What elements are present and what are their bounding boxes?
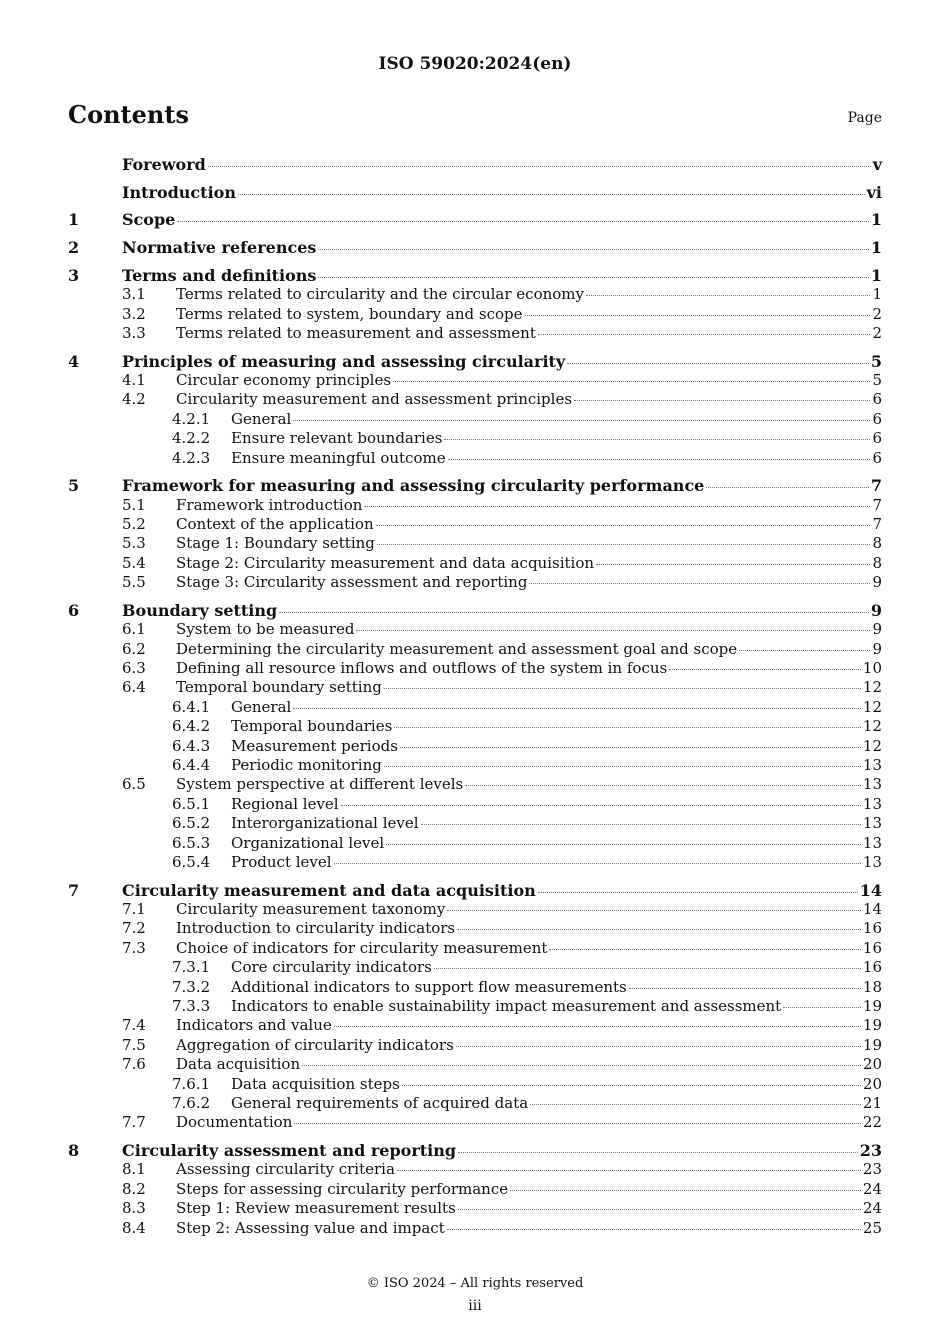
toc-entry-page[interactable]: 23 <box>859 1141 882 1161</box>
toc-entry-page[interactable]: 1 <box>870 238 882 258</box>
toc-entry-title[interactable]: Introduction <box>122 182 236 202</box>
dot-leader <box>238 193 865 195</box>
toc-entry-title[interactable]: Circular economy principles <box>176 371 392 389</box>
dot-leader <box>567 362 869 364</box>
toc-entry[interactable] <box>68 1141 882 1160</box>
toc-entry[interactable] <box>68 834 882 853</box>
dot-leader <box>356 629 870 631</box>
dot-leader <box>294 1122 861 1124</box>
dot-leader <box>538 333 871 335</box>
toc-entry-title[interactable]: General <box>231 409 292 428</box>
toc-entry[interactable] <box>68 410 882 429</box>
toc-entry[interactable] <box>68 698 882 717</box>
toc-entry-title[interactable]: Core circularity indicators <box>231 958 432 977</box>
dot-leader <box>549 948 860 950</box>
toc-entry[interactable] <box>68 737 882 756</box>
toc-entry-page[interactable]: 7 <box>872 515 882 534</box>
toc-entry-number: 6.4.2 <box>172 717 211 736</box>
toc-entry-title[interactable]: Foreword <box>122 155 206 174</box>
toc-entry[interactable] <box>68 756 882 775</box>
toc-entry-number: 8.1 <box>122 1160 146 1179</box>
toc-entry-page[interactable]: 8 <box>872 553 882 572</box>
dot-leader <box>384 687 861 689</box>
toc-entry-number: 6.3 <box>122 659 146 678</box>
toc-entry[interactable] <box>68 496 882 515</box>
toc-entry-number: 7.3.1 <box>172 958 211 977</box>
toc-entry-page[interactable]: 12 <box>862 697 882 716</box>
toc-entry-page[interactable]: 13 <box>862 775 882 794</box>
toc-entry-title[interactable]: Temporal boundary setting <box>176 678 382 697</box>
dot-leader <box>447 909 861 911</box>
toc-entry-number: 6.2 <box>122 639 146 658</box>
toc-entry-number: 6.4.4 <box>172 756 211 775</box>
toc-entry-number: 5.4 <box>122 553 146 572</box>
toc-entry-number: 5.2 <box>122 515 146 534</box>
toc-entry[interactable] <box>68 238 882 257</box>
dot-leader <box>465 784 861 786</box>
toc-entry-number: 5.1 <box>122 495 146 514</box>
toc-entry-title[interactable]: System perspective at different levels <box>176 775 464 794</box>
contents-title: Contents <box>68 100 189 129</box>
dot-leader <box>596 563 870 565</box>
dot-leader <box>377 543 871 545</box>
toc-entry-title[interactable]: Periodic monitoring <box>231 756 382 775</box>
toc-entry-page[interactable]: 16 <box>862 958 882 977</box>
toc-entry-page[interactable]: 8 <box>872 534 882 553</box>
toc-entry[interactable] <box>68 678 882 697</box>
toc-entry-page[interactable]: 7 <box>872 495 882 514</box>
toc-entry-page[interactable]: 2 <box>872 304 882 323</box>
toc-entry-title[interactable]: Additional indicators to support flow measurements <box>231 977 627 996</box>
toc-entry-page[interactable]: 14 <box>862 900 882 919</box>
dot-leader <box>574 399 870 401</box>
toc-entry-page[interactable]: 20 <box>862 1055 882 1074</box>
dot-leader <box>706 486 869 488</box>
toc-entry-page[interactable]: v <box>872 155 882 174</box>
toc-entry[interactable] <box>68 1036 882 1055</box>
toc-entry[interactable] <box>68 1160 882 1179</box>
toc-entry-number: 7.4 <box>122 1016 146 1035</box>
toc-entry[interactable] <box>68 476 882 495</box>
dot-leader <box>293 419 870 421</box>
toc-entry-number: 6 <box>68 600 80 620</box>
toc-entry[interactable] <box>68 449 882 468</box>
toc-entry-title[interactable]: Product level <box>231 852 332 871</box>
toc-entry-page[interactable]: 13 <box>862 852 882 871</box>
toc-entry-number: 8.4 <box>122 1218 146 1237</box>
toc-entry-title[interactable]: Choice of indicators for circularity measurement <box>176 938 548 957</box>
toc-entry-title[interactable]: General <box>231 697 292 716</box>
page-column-label: Page <box>847 110 882 126</box>
toc-entry-title[interactable]: Scope <box>122 210 176 230</box>
dot-leader <box>538 891 858 893</box>
toc-entry[interactable] <box>68 285 882 304</box>
dot-leader <box>400 746 861 748</box>
toc-entry-page[interactable]: 12 <box>862 736 882 755</box>
dot-leader <box>393 380 870 382</box>
toc-entry-title[interactable]: Terms and definitions <box>122 265 317 285</box>
dot-leader <box>457 928 861 930</box>
toc-entry-number: 6.5.2 <box>172 814 211 833</box>
toc-entry-page[interactable]: 1 <box>870 210 882 230</box>
toc-entry[interactable] <box>68 534 882 553</box>
toc-entry[interactable] <box>68 1094 882 1113</box>
toc-entry-number: 8.3 <box>122 1199 146 1218</box>
toc-entry-title[interactable]: Ensure meaningful outcome <box>231 448 446 467</box>
dot-leader <box>394 726 861 728</box>
toc-entry-number: 7.6.1 <box>172 1074 211 1093</box>
toc-entry-title[interactable]: Documentation <box>176 1113 293 1132</box>
toc-entry-number: 7.7 <box>122 1113 146 1132</box>
toc-entry-title[interactable]: Regional level <box>231 794 339 813</box>
toc-entry[interactable] <box>68 958 882 977</box>
toc-entry-title[interactable]: Stage 3: Circularity assessment and reporting <box>176 573 528 592</box>
toc-entry-number: 8 <box>68 1141 80 1161</box>
toc-entry-page[interactable]: 16 <box>862 938 882 957</box>
dot-leader <box>334 1025 861 1027</box>
toc-entry-title[interactable]: Circularity measurement taxonomy <box>176 900 446 919</box>
toc-entry-title[interactable]: Terms related to measurement and assessment <box>176 323 536 342</box>
toc-entry[interactable] <box>68 881 882 900</box>
toc-entry-number: 3.3 <box>122 323 146 342</box>
toc-entry-number: 7 <box>68 880 80 900</box>
toc-entry-page[interactable]: 13 <box>862 756 882 775</box>
document-header: ISO 59020:2024(en) <box>378 54 572 74</box>
toc-entry-page[interactable]: 16 <box>862 919 882 938</box>
dot-leader <box>669 668 861 670</box>
toc-entry-title[interactable]: Measurement periods <box>231 736 398 755</box>
toc-entry-page[interactable]: 19 <box>862 1035 882 1054</box>
toc-entry-number: 5.3 <box>122 534 146 553</box>
toc-entry-page[interactable]: 19 <box>862 997 882 1015</box>
toc-entry[interactable] <box>68 554 882 573</box>
toc-entry[interactable] <box>68 1199 882 1218</box>
dot-leader <box>302 1064 861 1066</box>
toc-entry-number: 6.5.3 <box>172 833 211 852</box>
toc-entry[interactable] <box>68 352 882 371</box>
dot-leader <box>530 1103 861 1105</box>
dot-leader <box>458 1151 858 1153</box>
toc-entry-title[interactable]: Interorganizational level <box>231 814 419 833</box>
toc-entry-number: 6.5.4 <box>172 852 211 871</box>
toc-entry-page[interactable]: 1 <box>872 285 882 304</box>
toc-entry-page[interactable]: 21 <box>862 1093 882 1112</box>
toc-entry-number: 6.5.1 <box>172 794 211 813</box>
toc-entry-title[interactable]: Normative references <box>122 238 317 258</box>
toc-entry-title[interactable]: Framework for measuring and assessing circularity performance <box>122 476 705 496</box>
toc-entry-number: 6.4 <box>122 678 146 697</box>
toc-entry-number: 5.5 <box>122 573 146 592</box>
toc-entry-number: 7.3.2 <box>172 977 211 996</box>
dot-leader <box>421 823 861 825</box>
dot-leader <box>739 649 870 651</box>
toc-entry[interactable] <box>68 939 882 958</box>
toc-entry-number: 7.2 <box>122 919 146 938</box>
toc-entry[interactable] <box>68 620 882 639</box>
toc-entry-number: 6.5 <box>122 775 146 794</box>
toc-entry-title[interactable]: Circularity measurement and data acquisition <box>122 880 536 900</box>
toc-entry-number: 4.2.1 <box>172 409 211 428</box>
toc-entry[interactable] <box>68 775 882 794</box>
toc-entry[interactable] <box>68 1075 882 1094</box>
toc-entry[interactable] <box>68 601 882 620</box>
toc-entry-title[interactable]: Context of the application <box>176 515 374 534</box>
toc-entry-number: 7.6 <box>122 1055 146 1074</box>
toc-entry[interactable] <box>68 324 882 343</box>
toc-entry-title[interactable]: System to be measured <box>176 620 355 639</box>
dot-leader <box>510 1189 861 1191</box>
dot-leader <box>434 967 861 969</box>
dot-leader <box>458 1208 861 1210</box>
toc-entry-number: 4.1 <box>122 371 146 389</box>
toc-entry[interactable] <box>68 1113 882 1132</box>
toc-entry-page[interactable]: 9 <box>870 600 882 620</box>
toc-entry[interactable] <box>68 814 882 833</box>
dot-leader <box>293 707 861 709</box>
dot-leader <box>341 804 861 806</box>
toc-entry-number: 3.2 <box>122 304 146 323</box>
toc-entry-page[interactable]: 25 <box>862 1218 882 1237</box>
toc-entry-page[interactable]: 9 <box>872 639 882 658</box>
toc-entry-title[interactable]: Step 2: Assessing value and impact <box>176 1218 445 1237</box>
toc-entry-page[interactable]: 9 <box>872 620 882 639</box>
toc-entry[interactable] <box>68 429 882 448</box>
toc-entry[interactable] <box>68 573 882 592</box>
toc-entry-title[interactable]: Circularity assessment and reporting <box>122 1141 457 1161</box>
dot-leader <box>448 458 871 460</box>
toc-entry-title[interactable]: Framework introduction <box>176 495 363 514</box>
toc-entry[interactable] <box>68 717 882 736</box>
toc-entry-page[interactable]: 12 <box>862 717 882 736</box>
toc-entry-number: 6.4.1 <box>172 697 211 716</box>
toc-entry-title[interactable]: Data acquisition steps <box>231 1074 400 1093</box>
toc-entry-number: 7.3 <box>122 938 146 957</box>
dot-leader <box>384 765 861 767</box>
toc-entry-page[interactable]: 24 <box>862 1179 882 1198</box>
table-of-contents <box>68 150 882 1238</box>
toc-entry[interactable] <box>68 1180 882 1199</box>
copyright-footer: © ISO 2024 – All rights reserved <box>366 1276 584 1291</box>
toc-entry-title[interactable]: Assessing circularity criteria <box>176 1160 395 1179</box>
toc-entry-number: 7.6.2 <box>172 1093 211 1112</box>
toc-entry-page[interactable]: 2 <box>872 323 882 342</box>
dot-leader <box>397 1169 861 1171</box>
toc-entry-title[interactable]: Ensure relevant boundaries <box>231 429 443 448</box>
dot-leader <box>783 1006 861 1008</box>
toc-entry-page[interactable]: 13 <box>862 794 882 813</box>
dot-leader <box>456 1045 861 1047</box>
toc-entry[interactable] <box>68 640 882 659</box>
toc-entry-title[interactable]: Defining all resource inflows and outflows of the system in focus <box>176 659 668 678</box>
toc-entry[interactable] <box>68 371 882 390</box>
toc-entry-number: 4.2 <box>122 390 146 409</box>
dot-leader <box>364 505 870 507</box>
toc-entry-number: 3.1 <box>122 285 146 304</box>
toc-entry[interactable] <box>68 997 882 1016</box>
toc-entry-page[interactable]: 13 <box>862 833 882 852</box>
toc-entry-page[interactable]: 19 <box>862 1016 882 1035</box>
dot-leader <box>318 276 868 278</box>
toc-entry-page[interactable]: 12 <box>862 678 882 697</box>
toc-entry-title[interactable]: Principles of measuring and assessing circularity <box>122 351 566 371</box>
toc-entry[interactable] <box>68 266 882 285</box>
toc-entry[interactable] <box>68 210 882 229</box>
dot-leader <box>444 438 870 440</box>
toc-entry-number: 7.1 <box>122 900 146 919</box>
toc-entry-page[interactable]: 6 <box>872 429 882 448</box>
toc-entry[interactable] <box>68 1055 882 1074</box>
toc-entry[interactable] <box>68 183 882 202</box>
toc-entry-page[interactable]: 18 <box>862 977 882 996</box>
toc-entry-number: 5 <box>68 476 80 496</box>
toc-entry-title[interactable]: Data acquisition <box>176 1055 301 1074</box>
toc-entry-title[interactable]: Determining the circularity measurement and assessment goal and scope <box>176 639 738 658</box>
dot-leader <box>279 611 869 613</box>
toc-entry-number: 3 <box>68 265 80 285</box>
toc-entry-title[interactable]: Circularity measurement and assessment principles <box>176 390 573 409</box>
toc-entry[interactable] <box>68 900 882 919</box>
toc-entry[interactable] <box>68 919 882 938</box>
toc-entry-page[interactable]: 22 <box>862 1113 882 1132</box>
dot-leader <box>402 1084 861 1086</box>
page-number: iii <box>468 1298 482 1314</box>
dot-leader <box>334 862 861 864</box>
toc-entry-number: 7.3.3 <box>172 997 211 1015</box>
toc-entry-number: 8.2 <box>122 1179 146 1198</box>
toc-entry-page[interactable]: 7 <box>870 476 882 496</box>
toc-entry-page[interactable]: 13 <box>862 814 882 833</box>
toc-entry-page[interactable]: vi <box>866 182 882 202</box>
toc-entry-number: 6.4.3 <box>172 736 211 755</box>
toc-entry-title[interactable]: Terms related to system, boundary and scope <box>176 304 523 323</box>
toc-entry[interactable] <box>68 305 882 324</box>
toc-entry-number: 1 <box>68 210 80 230</box>
dot-leader <box>386 843 861 845</box>
toc-entry[interactable] <box>68 978 882 997</box>
toc-entry-page[interactable]: 1 <box>870 265 882 285</box>
toc-entry-number: 4.2.3 <box>172 448 211 467</box>
toc-entry-number: 6.1 <box>122 620 146 639</box>
dot-leader <box>208 165 871 167</box>
toc-entry[interactable] <box>68 390 882 409</box>
toc-entry-title[interactable]: Aggregation of circularity indicators <box>176 1035 454 1054</box>
toc-entry[interactable] <box>68 515 882 534</box>
toc-entry-title[interactable]: Stage 1: Boundary setting <box>176 534 375 553</box>
toc-entry-title[interactable]: Organizational level <box>231 833 385 852</box>
toc-entry-page[interactable]: 10 <box>862 659 882 678</box>
dot-leader <box>529 582 870 584</box>
toc-entry-number: 4.2.2 <box>172 429 211 448</box>
toc-entry-number: 4 <box>68 351 80 371</box>
toc-entry-page[interactable]: 6 <box>872 448 882 467</box>
toc-entry-title[interactable]: Temporal boundaries <box>231 717 393 736</box>
toc-entry-title[interactable]: Indicators to enable sustainability impact measurement and assessment <box>231 997 782 1015</box>
toc-entry-title[interactable]: Boundary setting <box>122 600 278 620</box>
dot-leader <box>586 294 870 296</box>
dot-leader <box>318 248 868 250</box>
toc-entry-title[interactable]: Step 1: Review measurement results <box>176 1199 456 1218</box>
toc-entry-title[interactable]: Introduction to circularity indicators <box>176 919 456 938</box>
toc-entry-page[interactable]: 14 <box>859 880 882 900</box>
toc-entry-page[interactable]: 6 <box>872 409 882 428</box>
toc-entry-title[interactable]: Stage 2: Circularity measurement and data acquisition <box>176 553 595 572</box>
toc-entry-page[interactable]: 6 <box>872 390 882 409</box>
toc-entry[interactable] <box>68 1219 882 1238</box>
toc-entry-title[interactable]: Indicators and value <box>176 1016 332 1035</box>
toc-entry[interactable] <box>68 853 882 872</box>
dot-leader <box>177 220 869 222</box>
toc-entry-page[interactable]: 20 <box>862 1074 882 1093</box>
toc-entry[interactable] <box>68 155 882 174</box>
toc-entry-page[interactable]: 24 <box>862 1199 882 1218</box>
toc-entry-page[interactable]: 9 <box>872 573 882 592</box>
toc-entry-page[interactable]: 5 <box>872 371 882 389</box>
toc-entry[interactable] <box>68 795 882 814</box>
toc-entry[interactable] <box>68 659 882 678</box>
dot-leader <box>376 524 871 526</box>
dot-leader <box>447 1228 861 1230</box>
toc-entry-number: 7.5 <box>122 1035 146 1054</box>
toc-entry-title[interactable]: General requirements of acquired data <box>231 1093 529 1112</box>
toc-entry-page[interactable]: 23 <box>862 1160 882 1179</box>
toc-entry-title[interactable]: Terms related to circularity and the circular economy <box>176 285 584 304</box>
toc-entry[interactable] <box>68 1016 882 1035</box>
toc-entry-title[interactable]: Steps for assessing circularity performance <box>176 1179 509 1198</box>
dot-leader <box>629 987 861 989</box>
toc-entry-page[interactable]: 5 <box>870 351 882 371</box>
dot-leader <box>525 314 871 316</box>
toc-entry-number: 2 <box>68 238 80 258</box>
